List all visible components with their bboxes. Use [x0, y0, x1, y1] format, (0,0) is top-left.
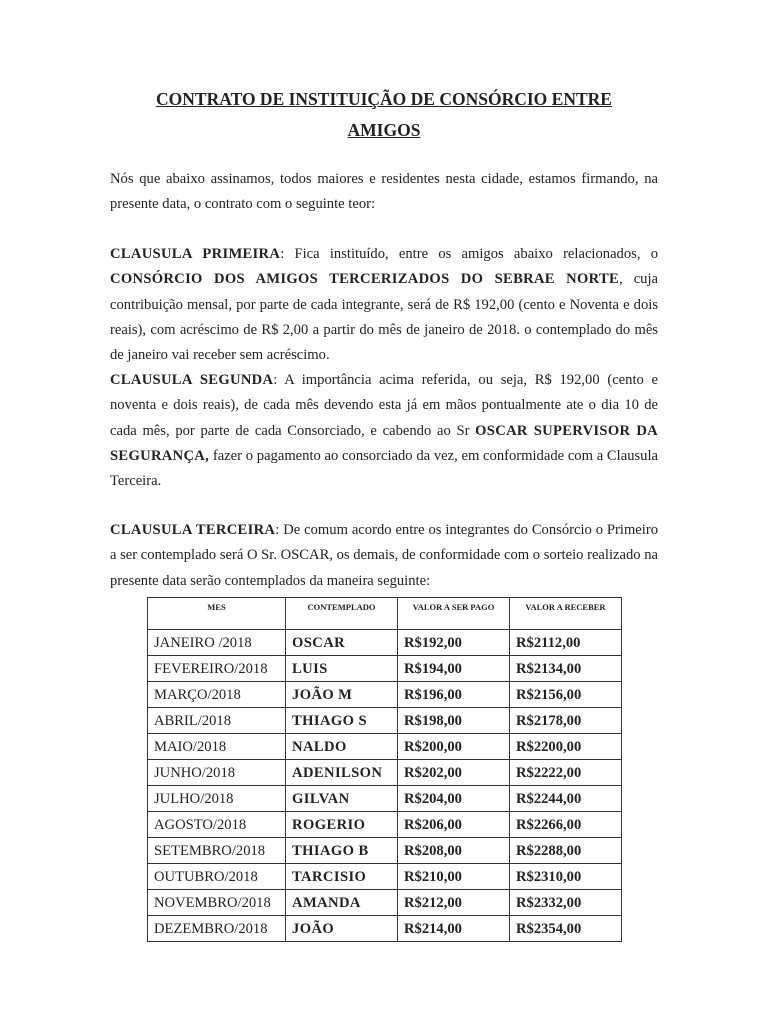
cell-amount-received: R$2310,00: [510, 864, 622, 890]
cell-month: DEZEMBRO/2018: [148, 916, 286, 942]
cell-amount-received: R$2178,00: [510, 708, 622, 734]
cell-month: JULHO/2018: [148, 786, 286, 812]
cell-month: JANEIRO /2018: [148, 630, 286, 656]
table-row: [148, 708, 622, 734]
cell-amount-received: R$2288,00: [510, 838, 622, 864]
clause-second-heading: CLAUSULA SEGUNDA: [110, 372, 274, 388]
cell-contemplated: AMANDA: [286, 890, 398, 916]
clause-second-text-2: fazer o pagamento ao consorciado da vez, em conformidade com a Clausula Terceira.: [110, 447, 658, 490]
table-row: [148, 656, 622, 682]
table-row: [148, 630, 622, 656]
table-row: [148, 786, 622, 812]
title-line-2: AMIGOS: [347, 120, 421, 140]
table-header-row: [148, 598, 622, 630]
cell-contemplated: NALDO: [286, 734, 398, 760]
cell-contemplated: JOÃO M: [286, 682, 398, 708]
table-row: [148, 760, 622, 786]
cell-month: MARÇO/2018: [148, 682, 286, 708]
clause-first: [110, 242, 658, 368]
cell-month: FEVEREIRO/2018: [148, 656, 286, 682]
cell-amount-received: R$2354,00: [510, 916, 622, 942]
cell-month: OUTUBRO/2018: [148, 864, 286, 890]
cell-contemplated: ADENILSON: [286, 760, 398, 786]
cell-contemplated: ROGERIO: [286, 812, 398, 838]
cell-amount-paid: R$192,00: [398, 630, 510, 656]
cell-month: JUNHO/2018: [148, 760, 286, 786]
cell-amount-paid: R$194,00: [398, 656, 510, 682]
cell-contemplated: TARCISIO: [286, 864, 398, 890]
clause-first-text-2: , cuja contribuição mensal, por parte de cada integrante, será de R$ 192,00 (cento e Noventa e dois reais), com acréscimo de R$ 2,00 a partir do mês de janeiro de 2018. o contemplado do mês de janeiro vai receber sem acréscimo.: [110, 271, 659, 364]
clause-third-text-1: : De comum acordo entre os integrantes do Consórcio o Primeiro a ser contemplado será O Sr. OSCAR, os demais, de conformidade com o sorteio realizado na presente data serão contemplados da maneira seguinte:: [110, 522, 658, 589]
cell-contemplated: LUIS: [286, 656, 398, 682]
cell-amount-received: R$2332,00: [510, 890, 622, 916]
cell-amount-received: R$2112,00: [510, 630, 622, 656]
cell-contemplated: THIAGO B: [286, 838, 398, 864]
table-row: [148, 864, 622, 890]
cell-contemplated: JOÃO: [286, 916, 398, 942]
header-valor-receber: VALOR A RECEBER: [510, 598, 622, 630]
table-row: [148, 916, 622, 942]
cell-amount-paid: R$198,00: [398, 708, 510, 734]
table-row: [148, 682, 622, 708]
cell-amount-received: R$2222,00: [510, 760, 622, 786]
cell-month: ABRIL/2018: [148, 708, 286, 734]
intro-paragraph: Nós que abaixo assinamos, todos maiores e residentes nesta cidade, estamos firmando, na presente data, o contrato com o seguinte teor:: [110, 171, 658, 213]
cell-amount-paid: R$196,00: [398, 682, 510, 708]
cell-amount-paid: R$212,00: [398, 890, 510, 916]
cell-month: MAIO/2018: [148, 734, 286, 760]
cell-month: NOVEMBRO/2018: [148, 890, 286, 916]
cell-amount-received: R$2134,00: [510, 656, 622, 682]
table-row: [148, 838, 622, 864]
cell-amount-paid: R$204,00: [398, 786, 510, 812]
cell-amount-received: R$2200,00: [510, 734, 622, 760]
cell-contemplated: GILVAN: [286, 786, 398, 812]
clause-second-text-1: : A importância acima referida, ou seja, R$ 192,00 (cento e noventa e dois reais), de cada mês devendo esta já em mãos pontualmente ate o dia 10 de cada mês, por parte de cada Consorciado, e cabendo ao Sr: [110, 372, 658, 439]
table-row: [148, 890, 622, 916]
clause-third-heading: CLAUSULA TERCEIRA: [110, 522, 276, 538]
table-row: [148, 812, 622, 838]
table-row: [148, 734, 622, 760]
cell-month: SETEMBRO/2018: [148, 838, 286, 864]
clause-second: [110, 368, 658, 494]
cell-amount-paid: R$206,00: [398, 812, 510, 838]
title-line-1: CONTRATO DE INSTITUIÇÃO DE CONSÓRCIO ENTRE: [156, 89, 612, 109]
cell-amount-paid: R$200,00: [398, 734, 510, 760]
header-contemplado: CONTEMPLADO: [286, 598, 398, 630]
clause-first-consortium-name: CONSÓRCIO DOS AMIGOS TERCERIZADOS DO SEBRAE NORTE: [110, 271, 620, 288]
contract-title: [110, 84, 658, 146]
clause-third: [110, 518, 658, 594]
clause-second-supervisor: OSCAR SUPERVISOR DA SEGURANÇA,: [110, 422, 659, 464]
cell-amount-paid: R$210,00: [398, 864, 510, 890]
table-body: [148, 630, 622, 942]
cell-amount-paid: R$214,00: [398, 916, 510, 942]
cell-amount-paid: R$202,00: [398, 760, 510, 786]
header-mes: MES: [148, 598, 286, 630]
cell-amount-received: R$2244,00: [510, 786, 622, 812]
cell-month: AGOSTO/2018: [148, 812, 286, 838]
payment-schedule-table: [147, 597, 622, 942]
clause-first-text-1: : Fica instituído, entre os amigos abaixo relacionados, o: [280, 246, 659, 262]
cell-amount-paid: R$208,00: [398, 838, 510, 864]
clause-first-heading: CLAUSULA PRIMEIRA: [110, 246, 281, 262]
cell-amount-received: R$2156,00: [510, 682, 622, 708]
cell-amount-received: R$2266,00: [510, 812, 622, 838]
header-valor-pago: VALOR A SER PAGO: [398, 598, 510, 630]
cell-contemplated: OSCAR: [286, 630, 398, 656]
cell-contemplated: THIAGO S: [286, 708, 398, 734]
